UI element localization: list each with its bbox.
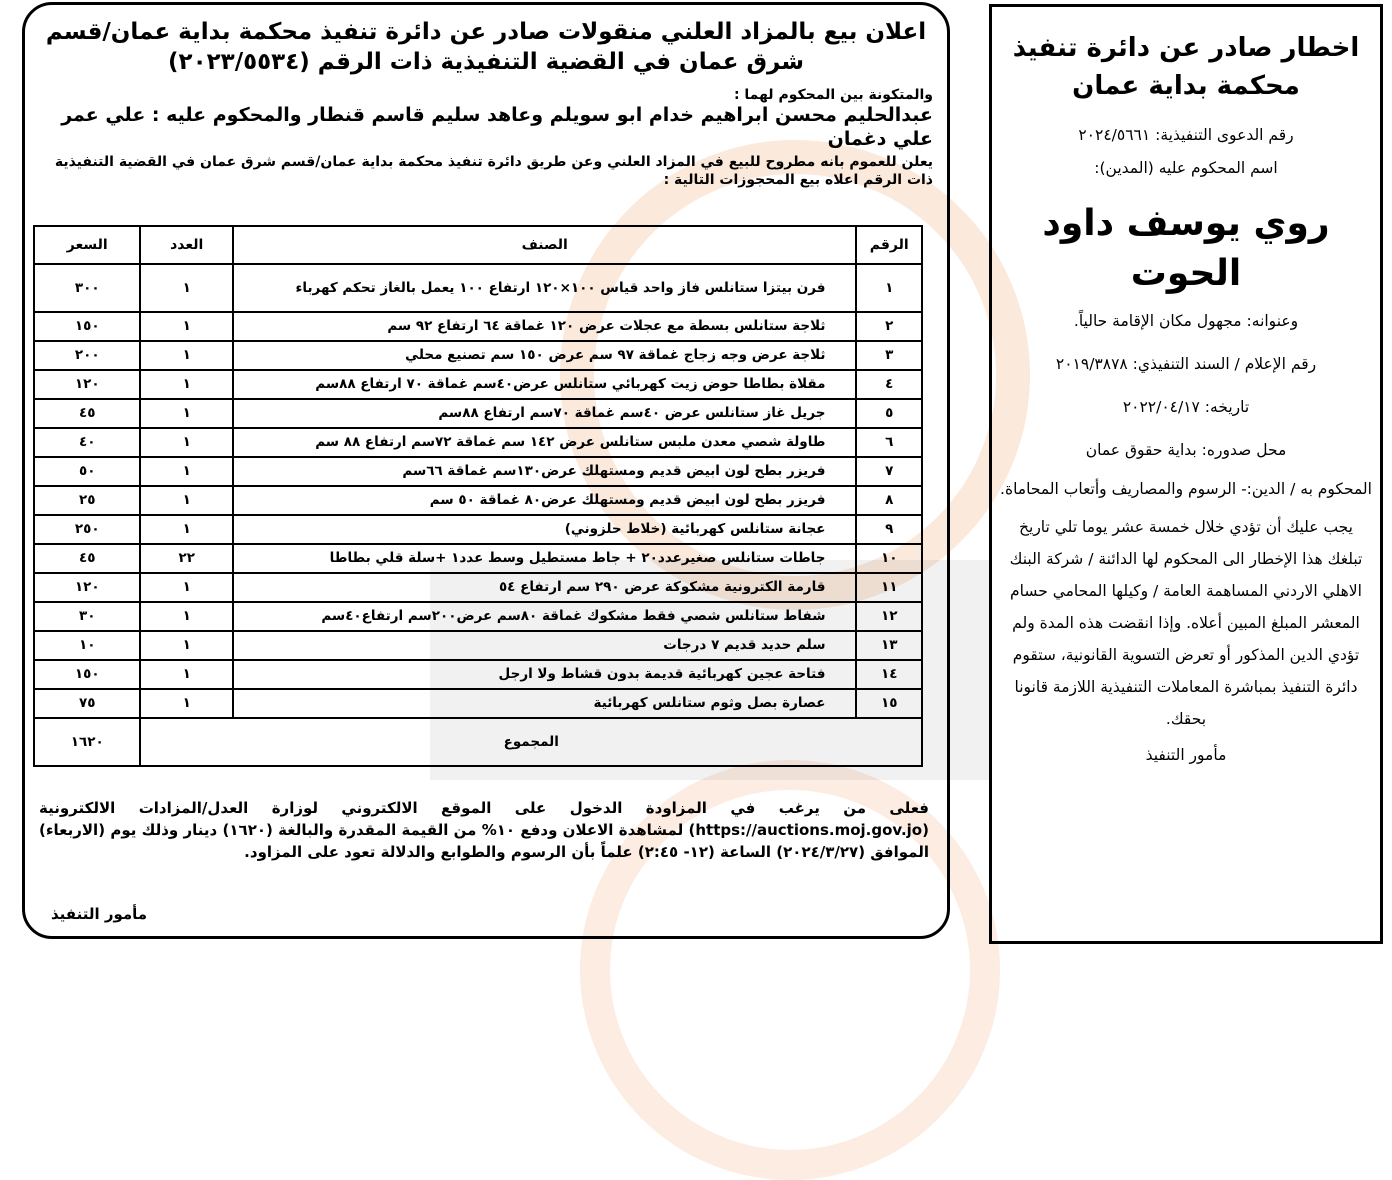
notice-title-line1: اخطار صادر عن دائرة تنفيذ (1012, 33, 1360, 63)
row-price: ٥٠ (34, 457, 140, 486)
execution-notice (989, 4, 1383, 944)
row-item: سلم حديد قديم ٧ درجات (233, 631, 856, 660)
row-count: ١ (140, 660, 233, 689)
row-no: ١٤ (856, 660, 922, 689)
row-item: شفاط ستانلس شصي فقط مشكوك غماقة ٨٠سم عرض٢٠٠سم ارتفاع٤٠سم (233, 602, 856, 631)
row-price: ٢٥٠ (34, 515, 140, 544)
table-row (34, 428, 922, 457)
total-row (34, 718, 922, 766)
row-item: جاطات ستانلس صغيرعدد٢٠ + جاط مستطيل وسط عدد١ +سلة قلي بطاطا (233, 544, 856, 573)
row-item: فتاحة عجين كهربائية قديمة بدون قشاط ولا ارجل (233, 660, 856, 689)
row-item: طاولة شصي معدن ملبس ستانلس عرض ١٤٢ سم غماقة ٧٢سم ارتفاع ٨٨ سم (233, 428, 856, 457)
row-count: ١ (140, 573, 233, 602)
row-no: ٢ (856, 312, 922, 341)
reference-number: رقم الإعلام / السند التنفيذي: ٢٠١٩/٣٨٧٨ (1055, 355, 1317, 373)
case-number: رقم الدعوى التنفيذية: ٢٠٢٤/٥٦٦١ (1078, 126, 1294, 144)
table-row (34, 341, 922, 370)
row-no: ١٠ (856, 544, 922, 573)
row-item: فريزر بطح لون ابيض قديم ومستهلك عرض١٣٠سم غماقة ٦٦سم (233, 457, 856, 486)
row-price: ١٠ (34, 631, 140, 660)
debtor-address: وعنوانه: مجهول مكان الإقامة حالياً. (1073, 312, 1299, 330)
table-row (34, 544, 922, 573)
table-header-row (34, 226, 922, 264)
header-item: الصنف (233, 226, 856, 264)
table-row (34, 312, 922, 341)
notice-signature: مأمور التنفيذ (1145, 746, 1227, 764)
row-price: ١٢٠ (34, 573, 140, 602)
row-count: ١ (140, 486, 233, 515)
parties-label: والمتكونة بين المحكوم لهما : (733, 87, 933, 103)
row-no: ١ (856, 264, 922, 312)
auction-footer: فعلى من يرغب في المزاودة الدخول على الموقع الالكتروني لوزارة العدل/المزادات الالكترونية (https://auctions.moj.gov.jo) لمشاهدة الاعلان ودفع ١٠% من القيمة المقدرة والبالغة (١٦٢٠) دينار وذلك يوم (الاربعاء) الموافق (٢٠٢٤/٣/٢٧) الساعة (١٢- ٢:٤٥) علماً بأن الرسوم والطوابع والدلالة تعود على المزاود. (39, 799, 929, 861)
row-no: ١٥ (856, 689, 922, 718)
debtor-name: روي يوسف داود الحوت (1042, 203, 1330, 294)
items-table (33, 225, 923, 767)
header-price: السعر (34, 226, 140, 264)
notice-title-line2: محكمة بداية عمان (1072, 71, 1300, 101)
auction-announcement (22, 2, 950, 939)
row-price: ٢٠٠ (34, 341, 140, 370)
row-count: ١ (140, 689, 233, 718)
table-row (34, 264, 922, 312)
header-no: الرقم (856, 226, 922, 264)
row-price: ٣٠٠ (34, 264, 140, 312)
row-no: ١٣ (856, 631, 922, 660)
parties-names: عبدالحليم محسن ابراهيم خدام ابو سويلم وعاهد سليم قاسم قنطار والمحكوم عليه : علي عمر علي دغمان (61, 104, 933, 150)
total-value: ١٦٢٠ (34, 718, 140, 766)
row-price: ١٥٠ (34, 660, 140, 689)
table-row (34, 515, 922, 544)
row-no: ٨ (856, 486, 922, 515)
row-count: ١ (140, 399, 233, 428)
row-item: ثلاجة عرض وجه زجاج غماقة ٩٧ سم عرض ١٥٠ سم تصنيع محلي (233, 341, 856, 370)
row-count: ١ (140, 370, 233, 399)
row-no: ١١ (856, 573, 922, 602)
row-count: ١ (140, 428, 233, 457)
row-item: فرن بيتزا ستانلس فاز واحد قياس ١٠٠×١٢٠ ارتفاع ١٠٠ يعمل بالغاز تحكم كهرباء (233, 264, 856, 312)
row-item: فريزر بطح لون ابيض قديم ومستهلك عرض٨٠ غماقة ٥٠ سم (233, 486, 856, 515)
row-count: ١ (140, 341, 233, 370)
total-label: المجموع (140, 718, 922, 766)
row-count: ١ (140, 264, 233, 312)
judgment-text: المحكوم به / الدين:- الرسوم والمصاريف وأتعاب المحاماة. (1000, 480, 1372, 498)
row-item: عجانة ستانلس كهربائية (خلاط حلزوني) (233, 515, 856, 544)
debtor-label: اسم المحكوم عليه (المدين): (1094, 159, 1278, 177)
row-item: جريل غاز ستانلس عرض ٤٠سم غماقة ٧٠سم ارتفاع ٨٨سم (233, 399, 856, 428)
row-count: ١ (140, 631, 233, 660)
row-no: ٧ (856, 457, 922, 486)
row-item: قارمة الكترونية مشكوكة عرض ٢٩٠ سم ارتفاع ٥٤ (233, 573, 856, 602)
row-no: ٣ (856, 341, 922, 370)
table-row (34, 660, 922, 689)
table-row (34, 573, 922, 602)
auction-signature: مأمور التنفيذ (51, 905, 148, 923)
row-item: مقلاة بطاطا حوض زيت كهربائي ستانلس عرض٤٠سم غماقة ٧٠ ارتفاع ٨٨سم (233, 370, 856, 399)
table-row (34, 370, 922, 399)
row-price: ١٥٠ (34, 312, 140, 341)
row-price: ٤٥ (34, 399, 140, 428)
row-count: ١ (140, 457, 233, 486)
table-row (34, 631, 922, 660)
table-row (34, 689, 922, 718)
table-row (34, 602, 922, 631)
notice-body: يجب عليك أن تؤدي خلال خمسة عشر يوما تلي تاريخ تبلغك هذا الإخطار الى المحكوم لها الدائنة / شركة البنك الاهلي الاردني المساهمة العامة / وكيلها المحامي حسام المعشر المبلغ المبين أعلاه. وإذا انقضت هذه المدة ولم تؤدي الدين المذكور أو تعرض التسوية القانونية، ستقوم دائرة التنفيذ بمباشرة المعاملات التنفيذية اللازمة قانونا بحقك. (1009, 518, 1363, 728)
row-no: ٥ (856, 399, 922, 428)
row-price: ١٢٠ (34, 370, 140, 399)
row-count: ١ (140, 602, 233, 631)
table-row (34, 399, 922, 428)
reference-date: تاريخه: ٢٠٢٢/٠٤/١٧ (1122, 398, 1250, 416)
row-no: ٩ (856, 515, 922, 544)
row-count: ١ (140, 515, 233, 544)
row-price: ٤٥ (34, 544, 140, 573)
row-item: ثلاجة ستانلس بسطة مع عجلات عرض ١٢٠ غماقة ٦٤ ارتفاع ٩٢ سم (233, 312, 856, 341)
auction-intro: يعلن للعموم بانه مطروح للبيع في المزاد العلني وعن طريق دائرة تنفيذ محكمة بداية عمان/قسم شرق عمان في القضية التنفيذية ذات الرقم اعلاه بيع المحجوزات التالية : (54, 154, 933, 188)
header-count: العدد (140, 226, 233, 264)
row-item: عصارة بصل وثوم ستانلس كهربائية (233, 689, 856, 718)
row-price: ٣٠ (34, 602, 140, 631)
table-row (34, 486, 922, 515)
issued-at: محل صدوره: بداية حقوق عمان (1085, 441, 1287, 459)
row-price: ٧٥ (34, 689, 140, 718)
row-price: ٢٥ (34, 486, 140, 515)
row-price: ٤٠ (34, 428, 140, 457)
auction-title: اعلان بيع بالمزاد العلني منقولات صادر عن دائرة تنفيذ محكمة بداية عمان/قسم شرق عمان في القضية التنفيذية ذات الرقم (٢٠٢٣/٥٥٣٤) (45, 19, 927, 75)
row-count: ٢٢ (140, 544, 233, 573)
row-no: ٦ (856, 428, 922, 457)
row-no: ١٢ (856, 602, 922, 631)
row-count: ١ (140, 312, 233, 341)
table-row (34, 457, 922, 486)
row-no: ٤ (856, 370, 922, 399)
